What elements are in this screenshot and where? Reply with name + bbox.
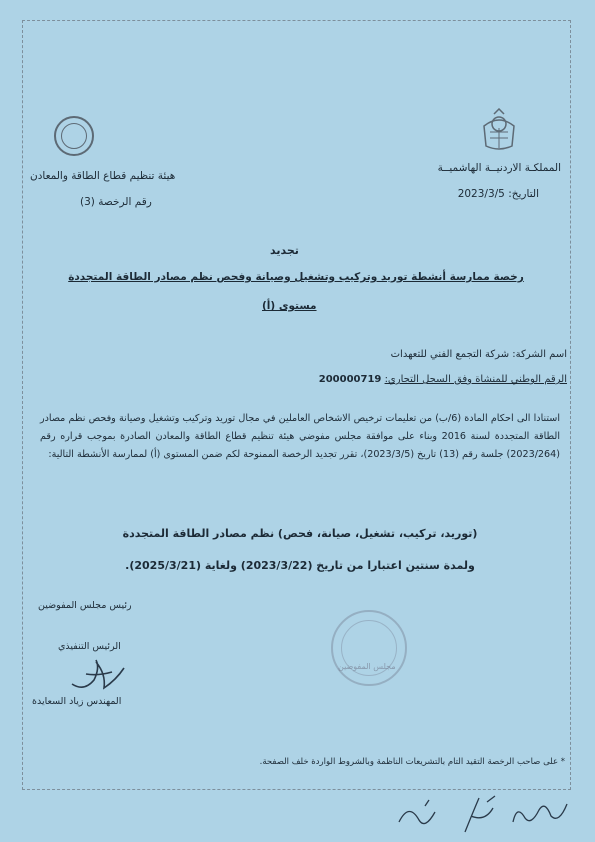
- licensed-activities: (توريد، تركيب، تشغيل، صيانة، فحص) نظم مصادر الطاقة المتجددة: [122, 527, 478, 540]
- stamp-label: مجلس المفوضين: [338, 662, 396, 671]
- official-stamp-icon: [331, 610, 407, 686]
- chairman-title: رئيس مجلس المفوضين: [38, 600, 132, 611]
- authority-name: هيئة تنظيم قطاع الطاقة والمعادن: [30, 170, 176, 182]
- signatory-name: المهندس زياد السعايدة: [32, 696, 122, 707]
- company-name: اسم الشركة: شركة التجمع الفني للتعهدات: [390, 349, 567, 360]
- license-title: رخصة ممارسة أنشطة توريد وتركيب وتشغيل وصيانة وفحص نظم مصادر الطاقة المتجددة: [68, 271, 524, 283]
- decision-paragraph: استنادا الى احكام المادة (6/ب) من تعليمات ترخيص الاشخاص العاملين في مجال توريد وتركيب وتشغيل وصيانة وفحص نظم مصادر الطاقة المتجددة لسنة 2016 وبناء على موافقة مجلس مفوضي هيئة تنظيم قطاع الطاقة والمعادن الصادرة بموجب قراره رقم (2023/264) جلسة رقم (13) تاريخ (2023/3/5)، تقرر تجديد الرخصة الممنوحة لكم ضمن المستوى (أ) لممارسة الأنشطة التالية:: [40, 413, 560, 460]
- national-id-value: 200000719: [318, 374, 382, 385]
- license-level: مستوى (أ): [262, 300, 317, 312]
- national-id-label: الرقم الوطني للمنشاة وفق السجل التجاري:: [384, 374, 567, 385]
- jordan-crest-icon: [476, 108, 522, 154]
- kingdom-name: المملكـة الاردنيــة الهاشميــة: [437, 162, 561, 174]
- signature-scribble-icon: [66, 654, 128, 696]
- footnote: * على صاحب الرخصة التقيد التام بالتشريعات الناظمة وبالشروط الواردة خلف الصفحة.: [259, 757, 565, 767]
- issue-date: التاريخ: 2023/3/5: [457, 188, 539, 200]
- license-validity: ولمدة سنتين اعتبارا من تاريخ (2023/3/22) ولغاية (2025/3/21).: [125, 559, 475, 572]
- authority-logo-icon: [54, 116, 94, 156]
- executive-title: الرئيس التنفيذي: [58, 641, 121, 652]
- national-id: [319, 374, 567, 385]
- handwritten-initials-icon: [395, 792, 575, 838]
- license-number: رقم الرخصة (3): [80, 196, 152, 208]
- renewal-heading: تجديد: [270, 244, 299, 257]
